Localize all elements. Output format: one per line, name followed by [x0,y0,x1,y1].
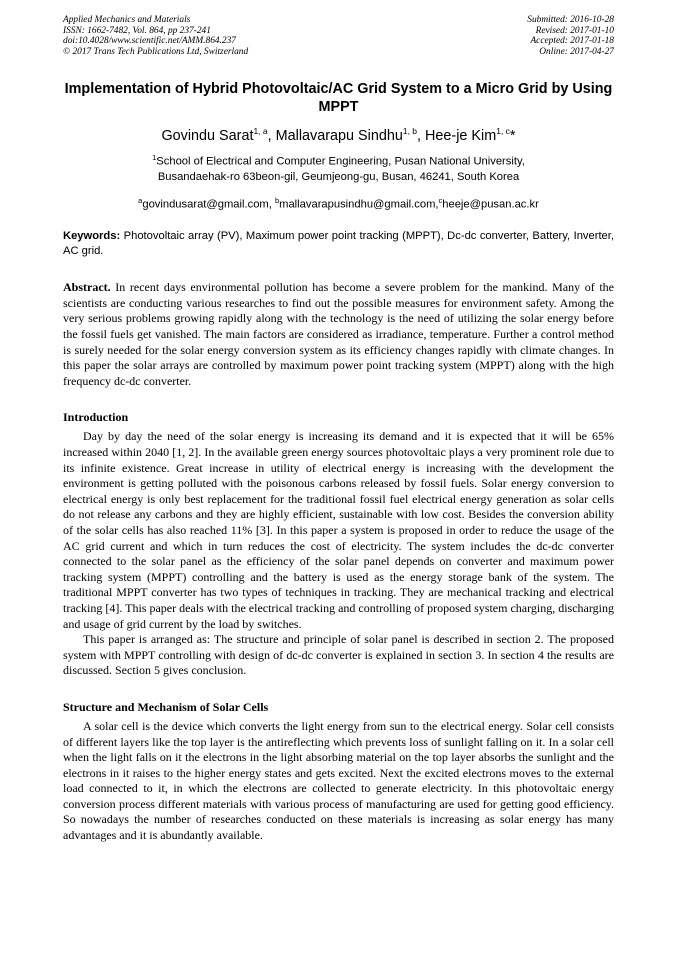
date-accepted: Accepted: 2017-01-18 [530,36,614,47]
keywords-label: Keywords: [63,230,121,243]
email-list [63,194,614,212]
email-link[interactable]: govindusarat@gmail.com, [142,198,275,211]
email-sup: b [274,195,280,205]
journal-copyright: © 2017 Trans Tech Publications Ltd, Switzerland [63,46,249,57]
journal-issn: ISSN: 1662-7482, Vol. 864, pp 237-241 [63,25,211,36]
date-submitted: Submitted: 2016-10-28 [527,15,614,25]
journal-name: Applied Mechanics and Materials [63,15,191,25]
paragraph: This paper is arranged as: The structure and principle of solar panel is described in section 2. The proposed system with MPPT controlling with design of dc-dc converter is explained in section 3. In section 4 the results are discussed. Section 5 gives conclusion. [63,632,614,678]
abstract [63,280,614,389]
keywords-text: Photovoltaic array (PV), Maximum power point tracking (MPPT), Dc-dc converter, Battery, Inverter, AC grid. [63,230,614,258]
date-online: Online: 2017-04-27 [539,46,614,57]
author-name: Govindu Sarat [161,127,254,144]
journal-info [63,15,248,57]
affiliation-sup: 1 [152,152,157,162]
email-sup: c [438,195,443,205]
affiliation [63,150,614,186]
publication-dates [527,15,614,57]
paper-title: Implementation of Hybrid Photovoltaic/AC Grid System to a Micro Grid by Using MPPT [64,81,613,115]
author-sup: 1, c [496,126,510,136]
email-link[interactable]: heeje@pusan.ac.kr [442,198,539,211]
section-heading-introduction: Introduction [63,410,129,425]
keywords [63,229,614,259]
author-sep: * [509,127,516,144]
journal-doi: doi:10.4028/www.scientific.net/AMM.864.237 [63,36,236,47]
author-sep: , [417,127,426,144]
author-sup: 1, b [402,126,418,136]
email-sup: a [138,195,143,205]
author-list [63,122,614,145]
author-name: Mallavarapu Sindhu [275,127,403,144]
paragraph: A solar cell is the device which converts the light energy from sun to the electrical energy. Solar cell consists of different layers like the top layer is the antireflecting which prevents loss of sunlight falling on it. In a solar cell when the light falls on it the electrons in the light absorbing material on the top layer absorbs the sunlight and the electrons in it raises to the higher energy states and gets excited. Next the excited electrons moves to the external load connected to it, in which the electrons are collected to generate electricity. In this photovoltaic energy conversion process different materials with various process of manufacturing are used for getting good efficiency. So nowadays the number of researches conducted on these materials is increasing as solar energy has many advantages and it is abundantly available. [63,718,614,843]
affiliation-line: School of Electrical and Computer Engineering, Pusan National University, [156,155,525,168]
author-sup: 1, a [253,126,268,136]
paper-content [63,80,614,844]
section-heading-structure: Structure and Mechanism of Solar Cells [63,699,269,714]
paragraph: Day by day the need of the solar energy is increasing its demand and it is expected that it will be 65% increased within 2040 [1, 2]. In the available green energy sources photovoltaic plays a very prominent role due to its infinite existence. Great increase in utility of electrical energy is increasing with the development the environment is getting polluted with the poisonous carbons released by fossil fuels. Solar energy conversion to electrical energy is only best replacement for the traditional fossil fuel electrical energy generation as solar cells do not release any carbons and they are highly efficient, sustainable with low cost. Besides the conversion ability of the solar cells has also reached 11% [3]. In this paper a system is proposed in order to reduce the usage of the AC grid current and which in turn reduces the cost of electricity. The system includes the dc-dc converter connected to the solar panel as the efficiency of the solar panel depends on converter and maximum power tracking system (MPPT) controlling and the battery is used as the energy storage bank of the system. The traditional MPPT converter has two types of techniques in tracking. They are mechanical tracking and electrical tracking [4]. This paper deals with the electrical tracking and controlling of proposed system charging, discharging and usage of grid current by the load by switches. [63,429,614,631]
author-sep: , [267,127,276,144]
date-revised: Revised: 2017-01-10 [535,25,614,36]
abstract-label: Abstract. [63,280,111,295]
affiliation-line: Busandaehak-ro 63beon-gil, Geumjeong-gu, Busan, 46241, South Korea [157,171,520,184]
author-name: Hee-je Kim [425,127,497,144]
email-link[interactable]: mallavarapusindhu@gmail.com, [279,198,439,211]
abstract-text: In recent days environmental pollution has become a severe problem for the mankind. Many of the scientists are conducting various researches to find out the possible measures for environment safety. Among the very serious problems growing rapidly along with the technology is the need of utilizing the solar energy before the fossil fuels get vanished. The main factors are considered as irradiance, temperature. Further a control method is surely needed for the solar energy conversion system as its efficiency changes rapidly with climate changes. In this paper the solar arrays are controlled by maximum power point tracking system (MPPT) along with the high frequency dc-dc converter. [63,280,615,388]
